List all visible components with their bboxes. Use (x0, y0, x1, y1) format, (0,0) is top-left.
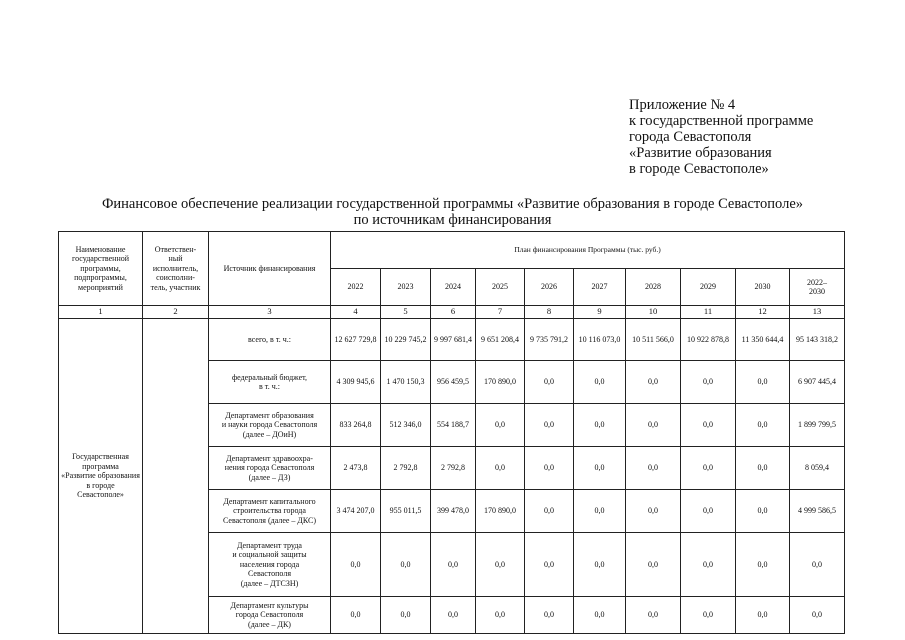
value-cell: 0,0 (476, 533, 525, 597)
value-cell: 0,0 (381, 533, 431, 597)
value-cell: 6 907 445,4 (790, 361, 845, 404)
executor-cell (143, 319, 209, 634)
source-cell: Департамент культуры города Севастополя (далее – ДК) (209, 597, 331, 634)
value-cell: 0,0 (790, 533, 845, 597)
value-cell: 9 651 208,4 (476, 319, 525, 361)
title-line-2: по источникам финансирования (353, 212, 552, 228)
value-cell: 0,0 (331, 597, 381, 634)
header-name: Наименование государственной программы, подпрограммы, мероприятий (59, 232, 143, 306)
value-cell: 0,0 (476, 447, 525, 490)
value-cell: 0,0 (431, 533, 476, 597)
source-cell: Департамент труда и социальной защиты населения города Севастополя (далее – ДТСЗН) (209, 533, 331, 597)
value-cell: 0,0 (681, 361, 736, 404)
value-cell: 0,0 (574, 533, 626, 597)
value-cell: 9 997 681,4 (431, 319, 476, 361)
value-cell: 170 890,0 (476, 361, 525, 404)
document-title (60, 196, 845, 228)
value-cell: 9 735 791,2 (525, 319, 574, 361)
header-year-total: 2022– 2030 (790, 269, 845, 306)
value-cell: 10 922 878,8 (681, 319, 736, 361)
column-number: 1 (59, 306, 143, 319)
value-cell: 10 511 566,0 (626, 319, 681, 361)
header-year: 2029 (681, 269, 736, 306)
column-number: 7 (476, 306, 525, 319)
title-line-1: Финансовое обеспечение реализации государственной программы «Развитие образования в городе Севастополе» (101, 196, 804, 212)
header-year: 2026 (525, 269, 574, 306)
appendix-line: города Севастополя (629, 129, 752, 145)
value-cell: 10 116 073,0 (574, 319, 626, 361)
column-number: 5 (381, 306, 431, 319)
column-number: 10 (626, 306, 681, 319)
header-year: 2025 (476, 269, 525, 306)
table-row (59, 319, 845, 361)
value-cell: 399 478,0 (431, 490, 476, 533)
value-cell: 2 473,8 (331, 447, 381, 490)
column-number: 2 (143, 306, 209, 319)
source-cell: Департамент образования и науки города Севастополя (далее – ДОиН) (209, 404, 331, 447)
value-cell: 4 999 586,5 (790, 490, 845, 533)
header-source: Источник финансирования (209, 232, 331, 306)
value-cell: 0,0 (574, 490, 626, 533)
header-year: 2024 (431, 269, 476, 306)
value-cell: 10 229 745,2 (381, 319, 431, 361)
column-number: 9 (574, 306, 626, 319)
value-cell: 956 459,5 (431, 361, 476, 404)
value-cell: 0,0 (626, 404, 681, 447)
value-cell: 170 890,0 (476, 490, 525, 533)
header-year: 2030 (736, 269, 790, 306)
value-cell: 0,0 (525, 361, 574, 404)
value-cell: 0,0 (574, 447, 626, 490)
value-cell: 12 627 729,8 (331, 319, 381, 361)
value-cell: 0,0 (525, 404, 574, 447)
value-cell: 0,0 (626, 533, 681, 597)
value-cell: 0,0 (736, 490, 790, 533)
program-name: Государственная программа «Развитие образования в городе Севастополе» (59, 319, 143, 634)
value-cell: 3 474 207,0 (331, 490, 381, 533)
value-cell: 0,0 (681, 597, 736, 634)
financing-table (58, 231, 845, 634)
value-cell: 1 899 799,5 (790, 404, 845, 447)
appendix-line: к государственной программе (629, 113, 814, 129)
value-cell: 0,0 (681, 404, 736, 447)
appendix-note (629, 97, 813, 177)
value-cell: 2 792,8 (381, 447, 431, 490)
value-cell: 0,0 (736, 533, 790, 597)
column-number: 13 (790, 306, 845, 319)
appendix-line: в городе Севастополе» (629, 161, 769, 177)
appendix-line: Приложение № 4 (629, 97, 736, 113)
value-cell: 0,0 (736, 447, 790, 490)
source-cell: федеральный бюджет, в т. ч.: (209, 361, 331, 404)
value-cell: 0,0 (476, 597, 525, 634)
header-year: 2022 (331, 269, 381, 306)
value-cell: 0,0 (626, 597, 681, 634)
header-year: 2027 (574, 269, 626, 306)
value-cell: 95 143 318,2 (790, 319, 845, 361)
value-cell: 0,0 (331, 533, 381, 597)
value-cell: 0,0 (574, 597, 626, 634)
value-cell: 0,0 (626, 447, 681, 490)
value-cell: 0,0 (736, 404, 790, 447)
appendix-line: «Развитие образования (629, 145, 772, 161)
value-cell: 955 011,5 (381, 490, 431, 533)
value-cell: 2 792,8 (431, 447, 476, 490)
header-plan: План финансирования Программы (тыс. руб.) (331, 232, 845, 269)
value-cell: 11 350 644,4 (736, 319, 790, 361)
value-cell: 0,0 (525, 597, 574, 634)
column-number: 6 (431, 306, 476, 319)
value-cell: 512 346,0 (381, 404, 431, 447)
column-number: 4 (331, 306, 381, 319)
value-cell: 4 309 945,6 (331, 361, 381, 404)
value-cell: 0,0 (525, 490, 574, 533)
value-cell: 0,0 (626, 361, 681, 404)
source-cell: Департамент здравоохра- нения города Севастополя (далее – ДЗ) (209, 447, 331, 490)
value-cell: 0,0 (525, 447, 574, 490)
source-cell: всего, в т. ч.: (209, 319, 331, 361)
value-cell: 0,0 (574, 361, 626, 404)
value-cell: 833 264,8 (331, 404, 381, 447)
column-number: 12 (736, 306, 790, 319)
value-cell: 0,0 (736, 361, 790, 404)
header-executor: Ответствен- ный исполнитель, соисполни- тель, участник (143, 232, 209, 306)
value-cell: 0,0 (681, 533, 736, 597)
value-cell: 0,0 (736, 597, 790, 634)
value-cell: 0,0 (381, 597, 431, 634)
table-body (59, 319, 845, 634)
column-number: 3 (209, 306, 331, 319)
value-cell: 0,0 (574, 404, 626, 447)
value-cell: 0,0 (626, 490, 681, 533)
header-year: 2023 (381, 269, 431, 306)
value-cell: 554 188,7 (431, 404, 476, 447)
column-number: 8 (525, 306, 574, 319)
value-cell: 0,0 (431, 597, 476, 634)
value-cell: 0,0 (476, 404, 525, 447)
value-cell: 0,0 (790, 597, 845, 634)
header-year: 2028 (626, 269, 681, 306)
value-cell: 0,0 (525, 533, 574, 597)
source-cell: Департамент капитального строительства города Севастополя (далее – ДКС) (209, 490, 331, 533)
column-number: 11 (681, 306, 736, 319)
value-cell: 1 470 150,3 (381, 361, 431, 404)
value-cell: 8 059,4 (790, 447, 845, 490)
value-cell: 0,0 (681, 490, 736, 533)
value-cell: 0,0 (681, 447, 736, 490)
